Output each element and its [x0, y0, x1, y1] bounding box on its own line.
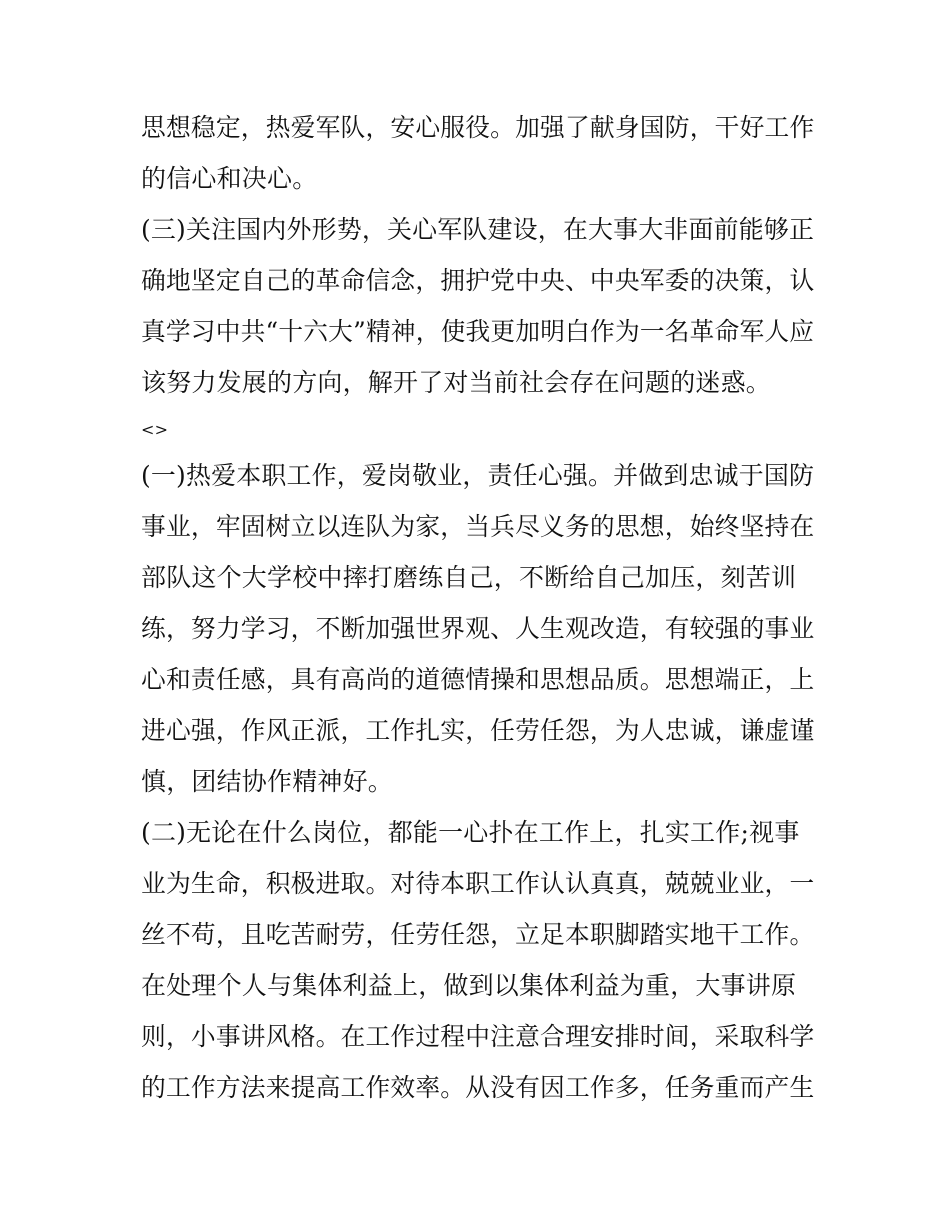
text-line: 丝不苟，且吃苦耐劳，任劳任怨，立足本职脚踏实地干工作。	[141, 920, 815, 949]
text-line: 确地坚定自己的革命信念，拥护党中央、中央军委的决策，认	[141, 266, 815, 295]
text-line: 该努力发展的方向，解开了对当前社会存在问题的迷惑。	[141, 368, 772, 397]
text-line: 事业，牢固树立以连队为家，当兵尽义务的思想，始终坚持在	[141, 512, 815, 541]
text-line: 则，小事讲风格。在工作过程中注意合理安排时间，采取科学	[141, 1022, 815, 1051]
text-line: 业为生命，积极进取。对待本职工作认认真真，兢兢业业，一	[141, 869, 815, 898]
text-line: 思想稳定，热爱军队，安心服役。加强了献身国防，干好工作	[141, 113, 815, 142]
text-line: 真学习中共“十六大”精神，使我更加明白作为一名革命军人应	[141, 317, 815, 346]
text-line: (一)热爱本职工作，爱岗敬业，责任心强。并做到忠诚于国防	[141, 461, 815, 490]
text-line: 心和责任感，具有高尚的道德情操和思想品质。思想端正，上	[141, 665, 815, 694]
text-line: 的工作方法来提高工作效率。从没有因工作多，任务重而产生	[141, 1073, 815, 1102]
text-line: 进心强，作风正派，工作扎实，任劳任怨，为人忠诚，谦虚谨	[141, 716, 815, 745]
text-line: (三)关注国内外形势，关心军队建设，在大事大非面前能够正	[141, 215, 815, 244]
text-line: 在处理个人与集体利益上，做到以集体利益为重，大事讲原	[141, 971, 797, 1000]
text-line: 练，努力学习，不断加强世界观、人生观改造，有较强的事业	[141, 614, 815, 643]
text-line: 慎，团结协作精神好。	[141, 767, 394, 796]
angle-brackets-marker: <>	[141, 420, 169, 439]
text-line: (二)无论在什么岗位，都能一心扑在工作上，扎实工作;视事	[141, 818, 800, 847]
text-line: 部队这个大学校中摔打磨练自己，不断给自己加压，刻苦训	[141, 563, 797, 592]
text-line: 的信心和决心。	[141, 164, 318, 193]
